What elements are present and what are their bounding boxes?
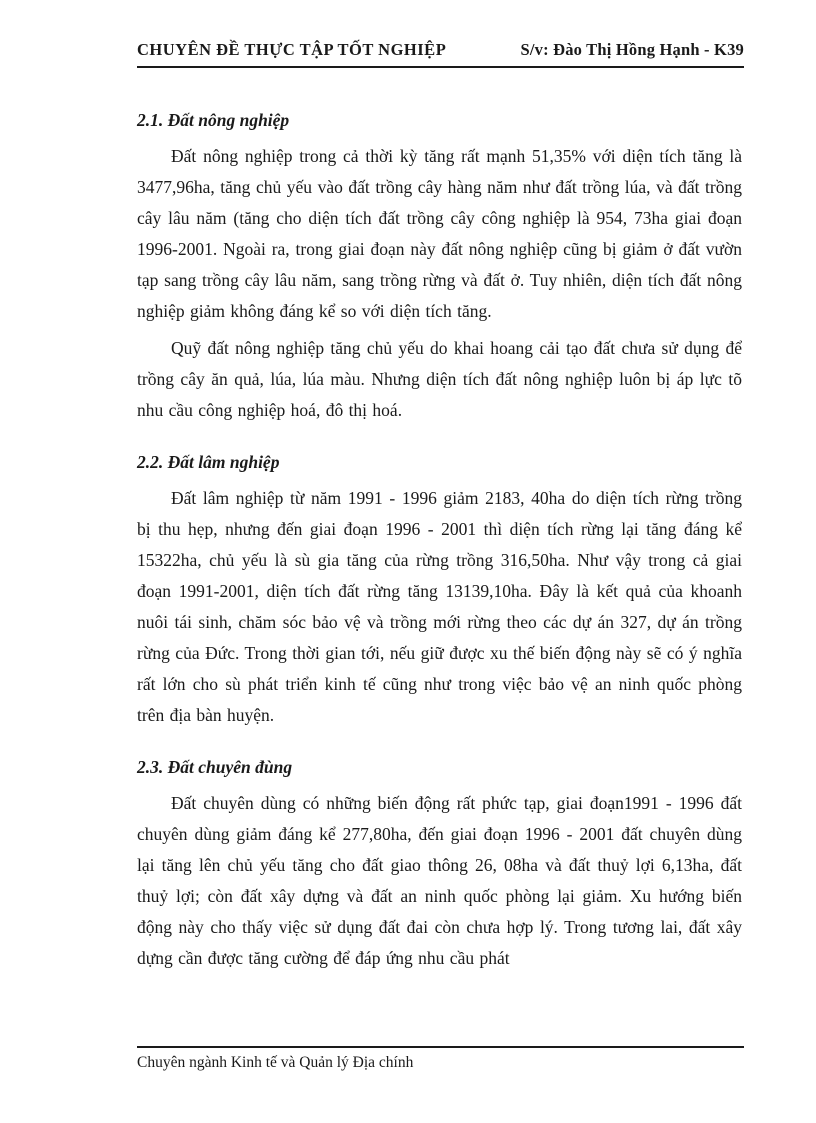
section-heading-2-2: 2.2. Đất lâm nghiệp	[137, 452, 280, 472]
paragraph: Đất chuyên dùng có những biến động rất phức tạp, giai đoạn1991 - 1996 đất chuyên dùng giảm đáng kể 277,80ha, đến giai đoạn 1996 - 2001 đất chuyên dùng lại tăng lên chủ yếu tăng cho đất giao thông 26, 08ha và đất thuỷ lợi 6,13ha, đất thuỷ lợi; còn đất xây dựng và đất an ninh quốc phòng lại giảm. Xu hướng biến động này cho thấy việc sử dụng đất đai còn chưa hợp lý. Trong tương lai, đất xây dựng cần được tăng cường để đáp ứng nhu cầu phát	[137, 793, 742, 968]
paragraph: Đất nông nghiệp trong cả thời kỳ tăng rất mạnh 51,35% với diện tích tăng là 3477,96ha, tăng chủ yếu vào đất trồng cây hàng năm như đất trồng lúa, và đất trồng cây lâu năm (tăng cho diện tích đất trồng cây công nghiệp là 954, 73ha giai đoạn 1996-2001. Ngoài ra, trong giai đoạn này đất nông nghiệp cũng bị giảm ở đất vườn tạp sang trồng cây lâu năm, sang trồng rừng và đất ở. Tuy nhiên, diện tích đất nông nghiệp giảm không đáng kể so với diện tích tăng.	[137, 146, 742, 321]
header-title: CHUYÊN ĐỀ THỰC TẬP TỐT NGHIỆP	[137, 40, 447, 59]
document-body	[137, 96, 742, 980]
section-heading-2-3: 2.3. Đất chuyên đùng	[137, 757, 293, 777]
footer-text: Chuyên ngành Kinh tế và Quản lý Địa chính	[137, 1054, 414, 1071]
page-header	[137, 40, 744, 68]
paragraph: Đất lâm nghiệp từ năm 1991 - 1996 giảm 2183, 40ha do diện tích rừng trồng bị thu hẹp, nhưng đến giai đoạn 1996 - 2001 thì diện tích rừng lại tăng đáng kể 15322ha, chủ yếu là sù gia tăng của rừng trồng 316,50ha. Như vậy trong cả giai đoạn 1991-2001, diện tích đất rừng tăng 13139,10ha. Đây là kết quả của khoanh nuôi tái sinh, chăm sóc bảo vệ và trồng mới rừng theo các dự án 327, dự án trồng rừng của Đức. Trong thời gian tới, nếu giữ được xu thế biến động này sẽ có ý nghĩa rất lớn cho sù phát triển kinh tế cũng như trong việc bảo vệ an ninh quốc phòng trên địa bàn huyện.	[137, 488, 742, 725]
section-heading-2-1: 2.1. Đất nông nghiệp	[137, 110, 290, 130]
header-author: S/v: Đào Thị Hồng Hạnh - K39	[520, 40, 744, 59]
paragraph: Quỹ đất nông nghiệp tăng chủ yếu do khai hoang cải tạo đất chưa sử dụng để trồng cây ăn quả, lúa, lúa màu. Nhưng diện tích đất nông nghiệp luôn bị áp lực tõ nhu cầu công nghiệp hoá, đô thị hoá.	[137, 338, 742, 420]
page-footer	[137, 1046, 744, 1072]
